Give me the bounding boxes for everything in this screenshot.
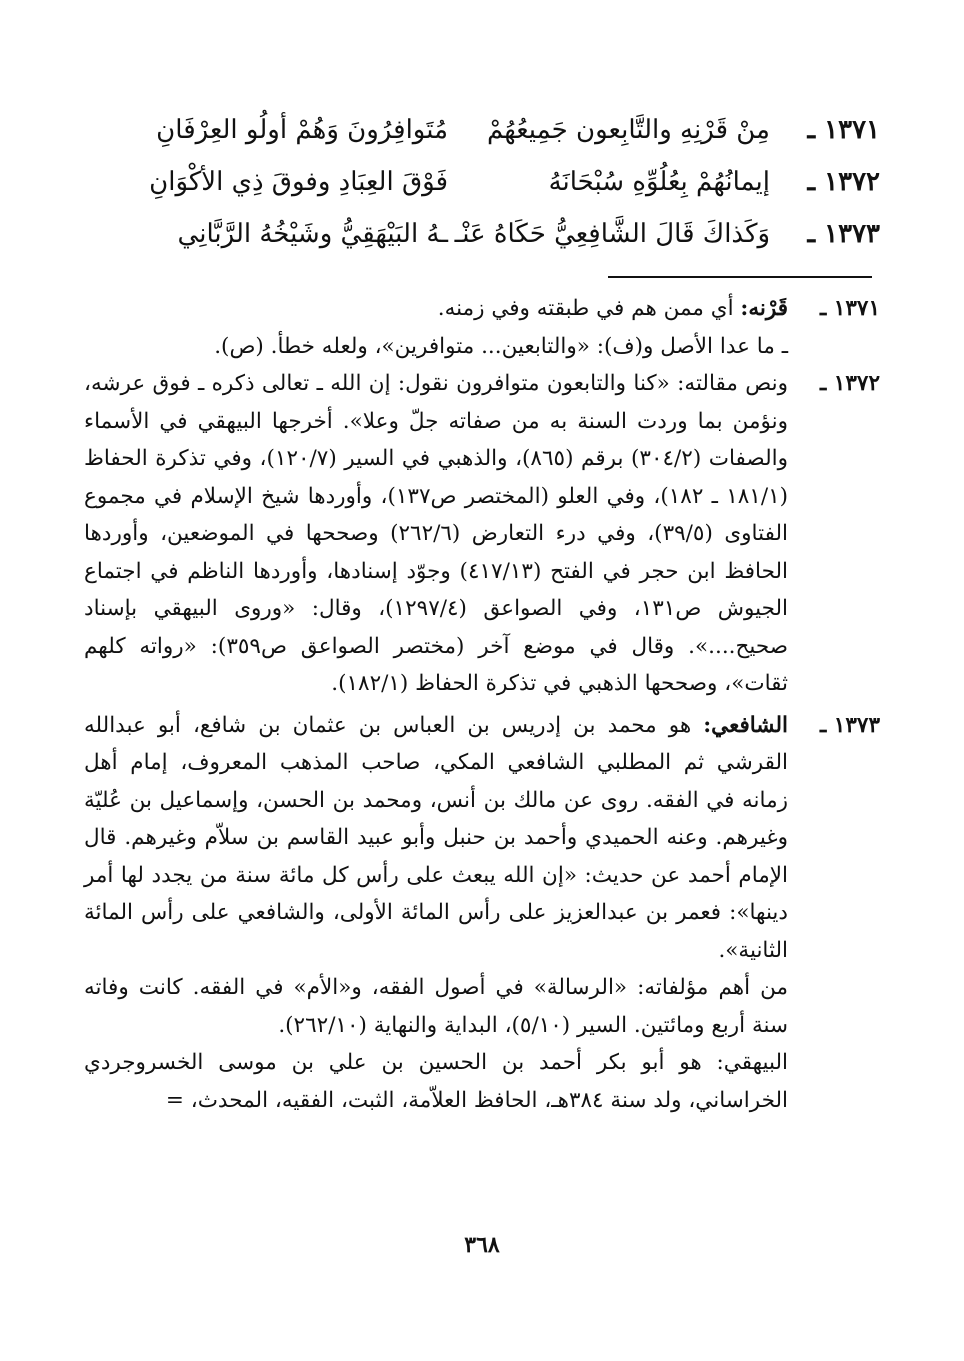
footnote-text: أي ممن هم في طبقته وفي زمنه. bbox=[437, 296, 741, 321]
verse-second-hemistich: مُتَوافِرُونَ وَهُمْ أولُو العِرْفَانِ bbox=[156, 115, 448, 145]
verse-1371 bbox=[84, 108, 880, 152]
verse-second-hemistich: فَوْقَ العِبَادِ وفوقَ ذِي الأكْوَانِ bbox=[149, 167, 448, 197]
footnote-1373-bayhaqi bbox=[84, 1044, 880, 1119]
verse-first-hemistich: مِنْ قَرْنِهِ والتَّابِعون جَمِيعُهُمْ bbox=[486, 115, 770, 145]
footnotes bbox=[84, 290, 880, 1119]
footnote-number: ١٣٧١ ـ bbox=[820, 296, 880, 321]
footnote-separator bbox=[608, 276, 872, 278]
footnote-text: هو أبو بكر أحمد بن الحسين بن علي بن موسى الخسروجردي الخراساني، ولد سنة ٣٨٤هـ، الحافظ العلاّمة، الثبت، الفقيه، المحدث، = bbox=[84, 1050, 788, 1113]
footnote-text: هو محمد بن إدريس بن العباس بن عثمان بن شافع، أبو عبدالله القرشي ثم المطلبي الشافعي المكي، صاحب المذهب المعروف، إمام أهل زمانه في الفقه. روى عن مالك بن أنس، ومحمد بن الحسن، وإسماعيل بن عُليّة وغيرهم. وعنه الحميدي وأحمد بن حنبل وأبو عبيد القاسم بن سلاّم وغيرهم. قال الإمام أحمد عن حديث: «إن الله يبعث على رأس كل مائة سنة من يجدد لها أمر دينها»: فعمر بن عبدالعزيز على رأس المائة الأولى، والشافعي على رأس المائة الثانية». bbox=[84, 712, 788, 963]
verse-number: ١٣٧١ ـ bbox=[807, 115, 880, 145]
footnote-1373-works: من أهم مؤلفاته: «الرسالة» في أصول الفقه، و«الأم» في الفقه. كانت وفاته سنة أربع ومائتين. السير (٥/١٠)، البداية والنهاية (٢٦٢/١٠). bbox=[84, 975, 788, 1038]
footnote-term: البيهقي: bbox=[716, 1050, 788, 1075]
footnote-term: الشافعي: bbox=[703, 712, 788, 738]
footnote-term: قَرْنه: bbox=[740, 296, 788, 321]
verse-second-hemistich: ـهُ البَيْهَقِيُّ وشَيْخُهُ الرَّبَّانِي bbox=[177, 219, 448, 249]
verse-number: ١٣٧٣ ـ bbox=[807, 219, 880, 249]
footnote-1371-variant: ـ ما عدا الأصل و(ف): «والتابعين... متوافرين»، ولعله خطأ. (ص). bbox=[214, 333, 788, 359]
verse-first-hemistich: إيمانُهُمْ بِعُلُوِّهِ سُبْحَانَهُ bbox=[548, 167, 770, 197]
verse-number: ١٣٧٢ ـ bbox=[807, 167, 880, 197]
footnote-1371 bbox=[84, 290, 880, 328]
footnote-1373 bbox=[84, 707, 880, 970]
verse-1372 bbox=[84, 160, 880, 204]
verse-first-hemistich: وَكَذاكَ قَالَ الشَّافِعِيُّ حَكَاهُ عَنْـ bbox=[454, 219, 770, 249]
footnote-text: ونص مقالته: «كنا والتابعون متوافرون نقول: إن الله ـ تعالى ذكره ـ فوق عرشه، ونؤمن بما وردت السنة به من صفاته جلّ وعلا». أخرجها البيهقي في الأسماء والصفات (٣٠٤/٢) برقم (٨٦٥)، والذهبي في السير (١٢٠/٧)، وفي تذكرة الحفاظ (١٨١/١ ـ ١٨٢)، وفي العلو (المختصر ص١٣٧)، وأوردها شيخ الإسلام في مجموع الفتاوى (٣٩/٥)، وفي درء التعارض (٢٦٢/٦) وصححها في الموضعين، وأوردها الحافظ ابن حجر في الفتح (٤١٧/١٣) وجوّد إسنادها، وأوردها الناظم في اجتماع الجيوش ص١٣١، وفي الصواعق (١٢٩٧/٤)، وقال: «وروى البيهقي بإسناد صحيح....». وقال في موضع آخر (مختصر الصواعق ص٣٥٩): «رواته كلهم ثقات»، وصححها الذهبي في تذكرة الحفاظ (١٨٢/١). bbox=[84, 371, 789, 696]
footnote-number: ١٣٧٣ ـ bbox=[820, 712, 880, 738]
footnote-1372 bbox=[84, 365, 880, 703]
verse-1373 bbox=[84, 212, 880, 256]
footnote-number: ١٣٧٢ ـ bbox=[820, 371, 880, 396]
page-number: ٣٦٨ bbox=[464, 1232, 500, 1258]
